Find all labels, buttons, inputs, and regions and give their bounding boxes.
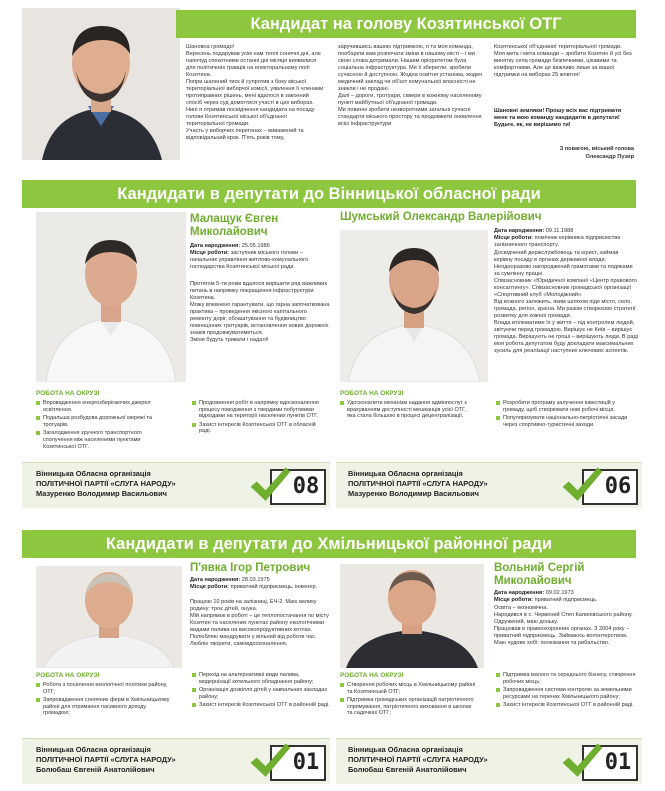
org-line-1: Вінницька Обласна організація [36, 469, 151, 478]
org-line-2: ПОЛІТИЧНОЇ ПАРТІЇ «СЛУГА НАРОДУ» [36, 755, 176, 764]
check-icon [248, 741, 292, 781]
work-line-shumskyi [494, 235, 638, 250]
bio-shumskyi: Досвідчений держслужбовець та юрист, займав керівну посаду в органах державної влади. Неодноразово нагороджений грамотами та подяками за сумлінну працю. Співзасновник «Юридичної компанії «Центр правового консалтингу». Співзасновник громадської організації «Спортивний клуб «Молодіжний». Від кожного залежить, яким шляхом піде місто, село, громада, регіон, країна. Ми разом створюємо стратегії розвитку для кожної громади. Влада втілюватиме їх у життя – під контролем людей, звітуючи перед громадою. Вирішує не Київ – вирішує громада. Вирішують не гроші – вирішують люди. В раді моя робота депутатом буду докладати максимальних зусиль для реалізації наступних ключових аспектів. [494, 250, 638, 354]
dob-value: 28.03.1975 [241, 577, 270, 583]
rayon-title: Кандидати в депутати до Хмільницької районної ради [105, 535, 553, 553]
header-text-col2: заручившись вашою підтримкою, я та моя команда, пообіцяли вам розпочати зміни в нашому місті – і ми свою слова дотримали. Нашим пріоритетом була соціальна інфраструктура. Ми її зберегли, зробили сучасною й доступною. Жодна освітня установа, жоден медичний заклад чи об'єкт комунальної власності не зникли і не продані. Далі – дороги, тротуари, сквери в кожному населеному пункті майбутньої об'єднаної громади. Ми повинні зробити незворотними загальні сучасні стандарти міського простору та продовжити оновлення всієї інфраструктури [338, 44, 483, 127]
oblast-title-bar [22, 180, 636, 208]
list-item: Підтримка громадських організацій патріотичного спрямування, патріотичного виховання в школах та садочках ОТГ; [340, 697, 478, 717]
ballot-number: 06 [604, 474, 632, 499]
org-line-2: ПОЛІТИЧНОЇ ПАРТІЇ «СЛУГА НАРОДУ» [36, 479, 176, 488]
list-item: Перехід на альтернативні види палива, модернізації котельного обладнання району; [192, 672, 330, 685]
dob-label: Дата народження: [190, 577, 241, 583]
list-item: Удосконалити механізм надання адмінпослуг з врахуванням доступності мешканців усієї ОТГ, яка стала більшою в процесі децентралізації. [340, 400, 476, 420]
org-line-3: Болюбаш Євгеній Анатолійович [36, 765, 155, 774]
list-item: Створення робочих місць в Хмільницькому районі та Козятинській ОТГ; [340, 682, 478, 695]
work-line-pyavka [190, 584, 334, 599]
okrug-list-a-volnyi [340, 682, 478, 734]
person-photo-icon [22, 8, 180, 160]
okrug-heading-pyavka: РОБОТА НА ОКРУЗІ [36, 672, 100, 679]
okrug-heading-volnyi: РОБОТА НА ОКРУЗІ [340, 672, 404, 679]
okrug-heading-shumskyi: РОБОТА НА ОКРУЗІ [340, 390, 404, 397]
work-line-volnyi [494, 597, 638, 605]
bio-volnyi: Освіта – економічна. Народився в с. Червоний Степ Калинівського району. Одружений, маю доньку. Працював в правоохоронних органах. З 2004 року – приватний підприємець. Займаюсь волонтерством. Маю чудове хобі: полювання та рибальство. [494, 605, 633, 646]
org-line-1: Вінницька Обласна організація [348, 469, 463, 478]
check-icon [248, 465, 292, 505]
header-text-col3: Козятинської об'єднаної територіальної громади. Моя мета і мета команди – зробити Козятин й усі без винятку села громади безпечними, цікавими та комфортними. Але це важливо лише за вашої підтримки на виборах 25 жовтня! [494, 44, 632, 78]
list-item: Захист інтересів Козятинської ОТГ в районній раді. [192, 702, 330, 709]
dob-value: 09.11.1988 [545, 228, 574, 234]
candidate-photo-malashchuk [36, 212, 186, 382]
header-sign-2: Олександр Пузир [585, 154, 634, 160]
list-item: Впровадження енергозберігаючих джерел освітлення. [36, 400, 162, 413]
dob-label: Дата народження: [190, 243, 241, 249]
list-item: Організація дозвілля дітей у навчальних закладах району; [192, 687, 330, 700]
okrug-list-a-shumskyi [340, 400, 476, 450]
list-item: Запровадження системи контролю за земельними ресурсами на теренах Хмільницького району; [496, 687, 636, 700]
ballot-number: 01 [292, 750, 320, 775]
work-label: Місце роботи: [190, 250, 230, 256]
okrug-list-b-pyavka [192, 672, 330, 732]
list-item: Розробити програму залучення інвестицій у громаду, щоб створювати нові робочі місця. [496, 400, 636, 413]
okrug-list-b-volnyi [496, 672, 636, 732]
list-item: Підтримка малого та середнього бізнесу, створення робочих місць; [496, 672, 636, 685]
work-line-malashchuk [190, 250, 330, 280]
list-item: Захист інтересів Козятинської ОТГ в обласній раді. [192, 422, 326, 435]
dob-label: Дата народження: [494, 228, 545, 234]
dob-value: 09.02.1973 [545, 590, 574, 596]
header-title-bar [176, 10, 636, 38]
dob-value: 25.05.1986 [241, 243, 270, 249]
footer-pyavka [22, 738, 330, 784]
org-line-3: Болюбаш Євгеній Анатолійович [348, 765, 467, 774]
list-item: Популяризувати національно-патріотичні засади через спортивно-туристичні заходи. [496, 415, 636, 428]
person-photo-icon [340, 230, 488, 382]
bio-malashchuk: Протягом 5-ти років вдалося вирішити ряд важливих питань в напрямку покращення інфраструктури Козятина. Можу впевнено гарантувати, що гарна започаткована практика – проведення якісного капітального ремонту доріг, облаштування та будівництво повноцінних тротуарів, встановлення нових дорожніх знаків продовжуватиметься. Зміни будуть тривати і надалі! [190, 281, 330, 343]
rayon-title-bar [22, 530, 636, 558]
ballot-number: 08 [292, 474, 320, 499]
org-line-3: Мазуренко Володимир Васильович [36, 489, 167, 498]
work-value: помічник керівника підприємства залізничного транспорту. [494, 235, 621, 248]
person-photo-icon [36, 212, 186, 382]
org-line-2: ПОЛІТИЧНОЇ ПАРТІЇ «СЛУГА НАРОДУ» [348, 755, 488, 764]
list-item: Запровадження сонячних ферм в Хмільницькому районі для отримання пасивного доходу громадою; [36, 697, 170, 717]
candidate-name-volnyi: Вольний Сергій Миколайович [494, 562, 585, 587]
check-icon [560, 465, 604, 505]
org-line-1: Вінницька Обласна організація [348, 745, 463, 754]
candidate-photo-pyavka [36, 566, 182, 668]
work-value: приватний підприємець. [534, 597, 598, 603]
candidate-name-malashchuk: Малащук Євген Миколайович [190, 213, 279, 238]
org-line-3: Мазуренко Володимир Васильович [348, 489, 479, 498]
work-value: приватний підприємець, інженер. [230, 584, 318, 590]
okrug-list-b-shumskyi [496, 400, 636, 458]
work-value: заступник міського голови – начальник управління житлово-комунального господарства Козятинської міської ради. [190, 250, 309, 270]
work-label: Місце роботи: [190, 584, 230, 590]
work-label: Місце роботи: [494, 597, 534, 603]
list-item: Загалодження зручного транспортного сполучення між населеними пунктами Козятинської ОТГ. [36, 430, 162, 450]
dob-label: Дата народження: [494, 590, 545, 596]
footer-malashchuk [22, 462, 330, 508]
candidate-name-pyavka: П'явка Ігор Петрович [190, 562, 311, 574]
list-item: Захист інтересів Козятинської ОТГ в районній раді. [496, 702, 636, 709]
candidate-name-shumskyi: Шумський Олександр Валерійович [340, 211, 542, 223]
org-line-1: Вінницька Обласна організація [36, 745, 151, 754]
candidate-photo-volnyi [340, 564, 484, 668]
okrug-heading-malashchuk: РОБОТА НА ОКРУЗІ [36, 390, 100, 397]
footer-shumskyi [336, 462, 642, 508]
check-icon [560, 741, 604, 781]
candidate-photo-shumskyi [340, 230, 488, 382]
work-label: Місце роботи: [494, 235, 534, 241]
oblast-title: Кандидати в депутати до Вінницької обласної ради [117, 185, 541, 203]
org-line-2: ПОЛІТИЧНОЇ ПАРТІЇ «СЛУГА НАРОДУ» [348, 479, 488, 488]
footer-volnyi [336, 738, 642, 784]
okrug-list-a-malashchuk [36, 400, 162, 460]
list-item: Робота з посилення екологічної політики району, ОТГ; [36, 682, 170, 695]
header-appeal: Шановні земляки! Прошу всіх вас підтримати мене та мою команду кандидатів в депутати! Будьте, як, не вирішимо ти! [494, 108, 622, 128]
person-photo-icon [36, 566, 182, 668]
okrug-list-a-pyavka [36, 682, 170, 732]
list-item: Подальша розбудова дорожньої мережі та тротуарів. [36, 415, 162, 428]
header-title: Кандидат на голову Козятинської ОТГ [250, 15, 562, 33]
person-photo-icon [340, 564, 484, 668]
bio-pyavka: Працюю 10 років на залізниці, ЕЧ-2. Маю велику родину: троє дітей, онука. Мій напрямок в роботі – це теплопостачання по місту Козятин та населених пунктах району екологічними видами палива на високопродуктивних котлах. Полюбляю мандрувати у вільний від роботи час. Люблю творити, самовдосконалення. [190, 599, 329, 647]
ballot-number: 01 [604, 750, 632, 775]
header-text-col1: Шановна громадо! Вересень подарував усім нам теплі сонячні дні, але напочуд спекотними останні дні місяця виявилися для політичних гравців на електоральному полі Козятина. Попри шалений тиск й супротив з боку міської територіальної виборчої комісії, уявлення її членами протиправних рішень, мені вдалося в законний спосіб через суд домогтися участі в цих виборах. Нині я отримав посвідчення кандидата на посаду голови Козятинської міської об'єднаної територіальної громади. Участь у виборчих перегонах – виважений та відповідальний крок. П'ять років тому, [186, 44, 324, 141]
header-sign-1: З повагою, міський голова [559, 146, 634, 152]
okrug-list-b-malashchuk [192, 400, 326, 460]
list-item: Продовження робіт в напрямку вдосконалення процесу поводження з твердими побутовими відходами на території населених пунктів ОТГ. [192, 400, 326, 420]
candidate-photo-head [22, 8, 180, 160]
